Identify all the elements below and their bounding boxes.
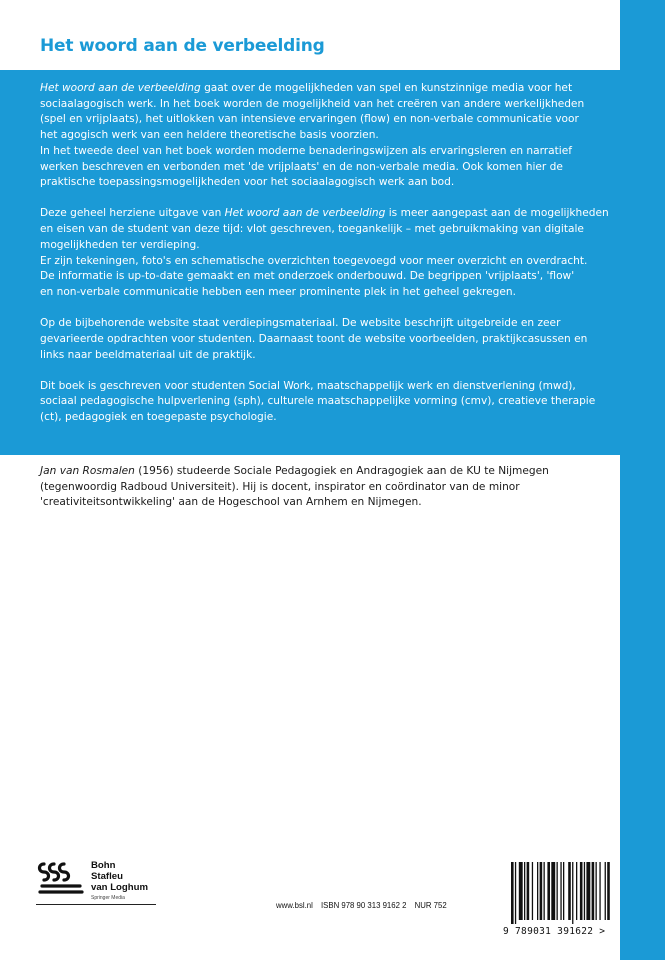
barcode-bar	[592, 862, 595, 920]
barcode-bar	[532, 862, 533, 920]
barcode-bar	[519, 862, 523, 920]
text-line: gevarieerde opdrachten voor studenten. Daarnaast toont de website voorbeelden, praktijkcasussen en	[40, 332, 588, 345]
text-line: Jan van Rosmalen (1956) studeerde Sociale Pedagogiek en Andragogiek aan de KU te Nijmegen	[40, 465, 549, 477]
text-line: Het woord aan de verbeelding gaat over de mogelijkheden van spel en kunstzinnige media voor het	[40, 82, 573, 94]
barcode-bar	[584, 862, 585, 920]
barcode-bar	[607, 862, 610, 920]
barcode-bar	[568, 862, 571, 920]
bsl-logo-icon	[36, 858, 86, 898]
barcode-bar	[515, 862, 516, 924]
text-line: links naar beeldmateriaal uit de praktijk.	[40, 348, 256, 361]
barcode-digits: 9 789031 391622 >	[503, 926, 606, 937]
text-line: In het tweede deel van het boek worden moderne benaderingswijzen als ervaringsleren en narratief	[40, 144, 572, 157]
text-line: en eisen van de student van deze tijd: vlot geschreven, toegankelijk – met gebruikmaking van digitale	[40, 223, 584, 236]
barcode-bar	[544, 862, 545, 920]
barcode-bar	[580, 862, 583, 920]
description-paragraph-4	[40, 379, 615, 426]
text-line: Er zijn tekeningen, foto's en schematische overzichten toegevoegd voor meer overzicht en overdracht.	[40, 254, 588, 267]
text-line: (ct), pedagogiek en toegepaste psychologie.	[40, 411, 277, 424]
text-line: Dit boek is geschreven voor studenten Social Work, maatschappelijk werk en dienstverlening (mwd),	[40, 379, 576, 392]
description-paragraph-1	[40, 81, 615, 191]
text-line: sociaalagogisch werk. In het boek worden de mogelijkheid van het creëren van andere werkelijkheden	[40, 97, 585, 110]
publisher-name: Bohn Stafleu van Loghum	[91, 860, 149, 893]
isbn-text: ISBN 978 90 313 9162 2	[321, 901, 407, 910]
publisher-subtitle: Springer Media	[91, 895, 125, 901]
text-line: en non-verbale communicatie hebben een meer prominente plek in het geheel gekregen.	[40, 285, 517, 298]
footer-info	[276, 901, 453, 910]
text-line: (tegenwoordig Radboud Universiteit). Hij is docent, inspirator en coördinator van de minor	[40, 480, 520, 493]
barcode-bar	[557, 862, 558, 920]
barcode-bar	[540, 862, 543, 920]
text-line: werken beschreven en verbonden met 'de vrijplaats' en de non-verbale media. Ook komen hier de	[40, 160, 563, 173]
text-line: 'creativiteitsontwikkeling' aan de Hogeschool van Arnhem en Nijmegen.	[40, 496, 422, 509]
text-line: (spel en vrijplaats), het uitlokken van intensieve ervaringen (flow) en non-verbale communicatie voor	[40, 113, 579, 126]
text-line: De informatie is up-to-date gemaakt en met onderzoek onderbouwd. De begrippen 'vrijplaats', 'flow'	[40, 270, 575, 283]
text-line: Op de bijbehorende website staat verdiepingsmateriaal. De website beschrijft uitgebreide en zeer	[40, 317, 561, 330]
description-text	[40, 81, 615, 426]
text-line: praktische toepassingsmogelijkheden voor het sociaalagogisch werk aan bod.	[40, 176, 455, 189]
barcode-icon	[503, 862, 615, 924]
author-bio	[40, 464, 615, 511]
barcode-bar	[547, 862, 550, 920]
isbn-barcode	[503, 862, 615, 940]
description-paragraph-2	[40, 206, 615, 300]
barcode-bar	[572, 862, 573, 924]
barcode-bar	[599, 862, 600, 920]
italic-title: Het woord aan de verbeelding	[224, 207, 386, 220]
barcode-bar	[576, 862, 577, 920]
barcode-bar	[605, 862, 606, 920]
author-name: Jan van Rosmalen	[40, 465, 135, 477]
description-paragraph-3	[40, 316, 615, 363]
barcode-bar	[586, 862, 590, 920]
text-line: Deze geheel herziene uitgave van Het woord aan de verbeelding is meer aangepast aan de mogelijkheden	[40, 207, 609, 220]
barcode-bar	[524, 862, 525, 920]
text-line: het agogisch werk van een heldere theoretische basis voorzien.	[40, 129, 379, 142]
barcode-bar	[527, 862, 530, 920]
nur-text: NUR 752	[414, 901, 447, 910]
barcode-bar	[596, 862, 597, 920]
book-title: Het woord aan de verbeelding	[40, 36, 325, 56]
barcode-bar	[537, 862, 538, 920]
barcode-bar	[560, 862, 561, 920]
italic-title: Het woord aan de verbeelding	[40, 82, 201, 94]
barcode-bar	[551, 862, 555, 920]
text-line: mogelijkheden ter verdieping.	[40, 238, 200, 251]
logo-divider	[36, 904, 156, 905]
publisher-logo	[36, 858, 156, 908]
text-line: sociaal pedagogische hulpverlening (sph), culturele maatschappelijke vorming (cmv), creatieve therapie	[40, 395, 596, 408]
barcode-bar	[511, 862, 514, 924]
barcode-bar	[563, 862, 564, 920]
website-link[interactable]: www.bsl.nl	[276, 901, 313, 910]
